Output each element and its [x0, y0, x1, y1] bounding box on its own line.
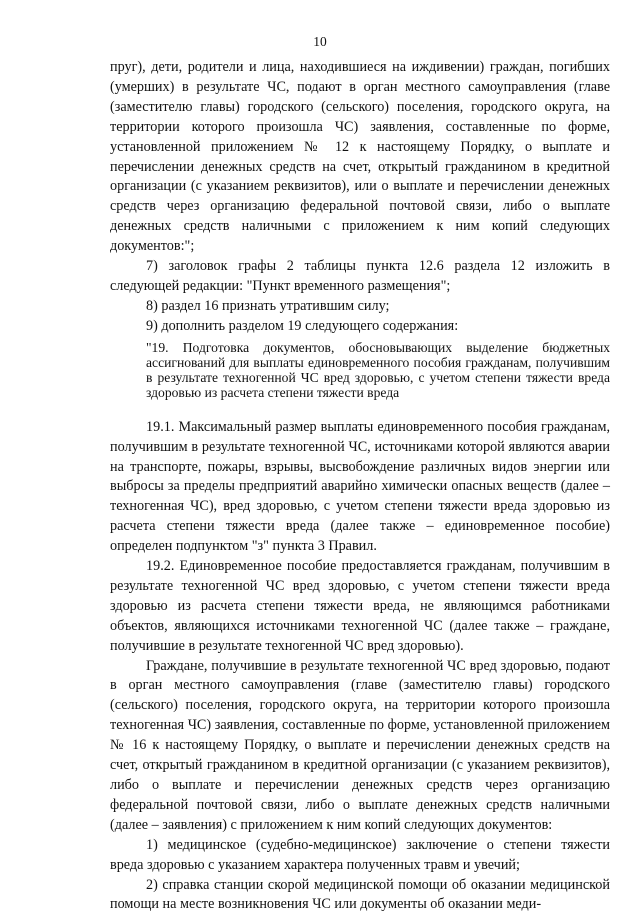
section-19-heading: "19. Подготовка документов, обосновывающих выделение бюджетных ассигнований для выплаты единовременного пособия гражданам, получившим в результате техногенной ЧС вред здоровью, с учетом степени тяжести вреда здоровью из расчета степени тяжести вреда: [146, 339, 610, 400]
paragraph-continuation: пруг), дети, родители и лица, находившиеся на иждивении) граждан, погибших (умерших) в результате ЧС, подают в орган местного самоуправления (главе (заместителю главы) городского (сельского) поселения, городского округа, на территории которого произошла ЧС) заявления, составленные по форме, установленной приложением № 12 к настоящему Порядку, о выплате и перечислении денежных средств на счет, открытый гражданином в кредитной организации (с указанием реквизитов), или о выплате и перечислении денежных средств через организацию федеральной почтовой связи, либо о выплате денежных средств наличными с приложением к ним копий следующих документов:";: [110, 59, 610, 255]
page-number: 10: [313, 34, 327, 49]
paragraph-19-2: 19.2. Единовременное пособие предоставляется гражданам, получившим в результате техногенной ЧС вред здоровью, с учетом степени тяжести вреда здоровью из расчета степени тяжести вреда, не являющимся работниками объектов, являющихся источниками техногенной ЧС (далее также – граждане, получившие в результате техногенной ЧС вред здоровью).: [110, 558, 610, 654]
list-item-1: 1) медицинское (судебно-медицинское) заключение о степени тяжести вреда здоровью с указанием характера полученных травм и увечий;: [110, 836, 610, 873]
document-body: [110, 58, 610, 915]
list-item-2: 2) справка станции скорой медицинской помощи об оказании медицинской помощи на месте возникновения ЧС или документы об оказании меди-: [110, 876, 610, 913]
paragraph-item-8: 8) раздел 16 признать утратившим силу;: [146, 297, 390, 314]
paragraph-citizens: Граждане, получившие в результате техногенной ЧС вред здоровью, подают в орган местного самоуправления (главе (заместителю главы) городского (сельского) поселения, городского округа, на территории которого произошла техногенная ЧС) заявления, составленные по форме, установленной приложением № 16 к настоящему Порядку, о выплате и перечислении денежных средств на счет, открытый гражданином в кредитной организации (с указанием реквизитов), либо о выплате и перечислении денежных средств через организацию федеральной почтовой связи, либо о выплате денежных средств наличными (далее – заявления) с приложением к ним копий следующих документов:: [110, 657, 610, 833]
paragraph-item-9: 9) дополнить разделом 19 следующего содержания:: [146, 317, 459, 334]
paragraph-19-1: 19.1. Максимальный размер выплаты единовременного пособия гражданам, получившим в результате техногенной ЧС, источниками которой являются аварии на транспорте, пожары, взрывы, высвобождение различных видов энергии или выбросы за пределы предприятий аварийно химически опасных веществ (далее – техногенная ЧС), вред здоровью, с учетом степени тяжести вреда здоровью из расчета степени тяжести вреда (далее также – единовременное пособие) определен подпунктом "з" пункта 3 Правил.: [110, 418, 610, 555]
paragraph-item-7: 7) заголовок графы 2 таблицы пункта 12.6 раздела 12 изложить в следующей редакции: "Пункт временного размещения";: [110, 258, 610, 294]
